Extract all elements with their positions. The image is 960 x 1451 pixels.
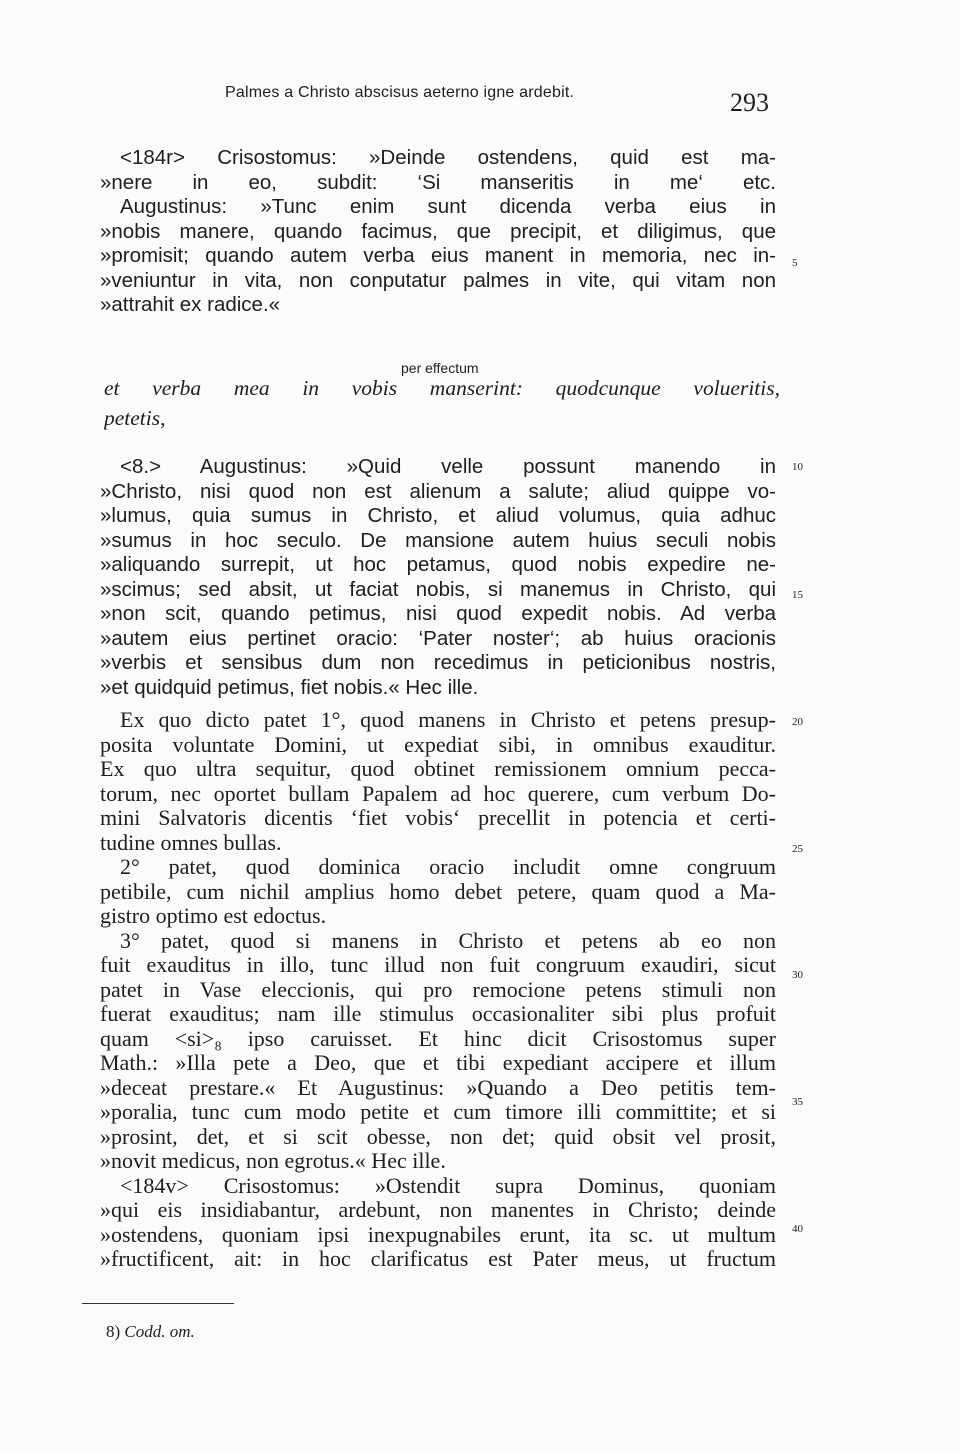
text-line: »ostendens, quoniam ipsi inexpugnabiles erunt, ita sc. ut multum xyxy=(100,1222,776,1247)
text-line: 3° patet, quod si manens in Christo et petens ab eo non xyxy=(120,928,776,953)
footnote-text: Codd. om. xyxy=(124,1322,195,1341)
text-line: Ex quo ultra sequitur, quod obtinet remissionem omnium pecca- xyxy=(100,757,776,781)
text-line: tudine omnes bullas. xyxy=(100,830,282,855)
line-number: 25 xyxy=(792,843,803,855)
verse-line: petetis, xyxy=(104,406,166,430)
text-line: »verbis et sensibus dum non recedimus in peticionibus nostris, xyxy=(100,651,776,674)
text-line: <8.> Augustinus: »Quid velle possunt manendo in xyxy=(120,455,776,478)
text-line: »lumus, quia sumus in Christo, et aliud volumus, quia adhuc xyxy=(100,504,776,527)
running-title: Palmes a Christo abscisus aeterno igne ardebit. xyxy=(225,84,575,101)
text-line: Ex quo dicto patet 1°, quod manens in Christo et petens presup- xyxy=(120,708,776,732)
paragraph-augustinus xyxy=(100,455,776,700)
footnote-rule xyxy=(82,1303,234,1304)
text-line: »novit medicus, non egrotus.« Hec ille. xyxy=(100,1149,446,1173)
text-line: »nobis manere, quando facimus, que precipit, et diligimus, que xyxy=(100,219,776,243)
page-number: 293 xyxy=(730,88,769,117)
line-number: 35 xyxy=(792,1096,803,1108)
text-line: »promisit; quando autem verba eius manent in memoria, nec in- xyxy=(100,244,776,267)
text-line: »non scit, quando petimus, nisi quod expedit nobis. Ad verba xyxy=(100,602,776,625)
verse-lemma xyxy=(104,376,780,401)
footnote xyxy=(106,1322,195,1342)
text-line: <184r> Crisostomus: »Deinde ostendens, quid est ma- xyxy=(120,146,776,169)
text-line: quam <si>₈ ipso caruisset. Et hinc dicit Crisostomus super xyxy=(100,1026,776,1051)
text-line: »scimus; sed absit, ut faciat nobis, si manemus in Christo, qui xyxy=(100,577,776,601)
text-line: »qui eis insidiabantur, ardebunt, non manentes in Christo; deinde xyxy=(100,1198,776,1222)
footnote-mark: 8) xyxy=(106,1322,121,1341)
text-line: »fructificent, ait: in hoc clarificatus est Pater meus, ut fructum xyxy=(100,1247,776,1271)
text-line: »autem eius pertinet oracio: ‘Pater noster‘; ab huius oracionis xyxy=(100,626,776,650)
text-line: Math.: »Illa pete a Deo, que et tibi expediant accipere et illum xyxy=(100,1051,776,1075)
line-number: 15 xyxy=(792,589,803,601)
text-line: »sumus in hoc seculo. De mansione autem huius seculi nobis xyxy=(100,528,776,552)
text-line: gistro optimo est edoctus. xyxy=(100,904,327,928)
text-line: Augustinus: »Tunc enim sunt dicenda verba eius in xyxy=(120,195,776,218)
text-line: »attrahit ex radice.« xyxy=(100,293,281,316)
text-line: »poralia, tunc cum modo petite et cum timore illi committite; et si xyxy=(100,1100,776,1124)
text-line: petibile, cum nichil amplius homo debet petere, quam quod a Ma- xyxy=(100,879,776,904)
paragraph-commentary xyxy=(100,708,776,1272)
text-line: patet in Vase eleccionis, qui pro remocione petens stimuli non xyxy=(100,977,776,1002)
text-line: posita voluntate Domini, ut expediat sibi, in omnibus exauditur. xyxy=(100,732,776,757)
line-number: 30 xyxy=(792,969,803,981)
paragraph-crisostomus-1 xyxy=(100,146,776,318)
line-number: 5 xyxy=(792,257,798,269)
text-line: »aliquando surrepit, ut hoc petamus, quod nobis expedire ne- xyxy=(100,553,776,576)
text-line: mini Salvatoris dicentis ‘fiet vobis‘ precellit in potencia et certi- xyxy=(100,806,776,830)
line-number: 10 xyxy=(792,461,803,473)
verse-line: et verba mea in vobis manserint: quodcunque volueritis, xyxy=(104,376,780,400)
text-line: fuerat exauditus; nam ille stimulus occasionaliter sibi plus profuit xyxy=(100,1002,776,1026)
text-line: torum, nec oportet bullam Papalem ad hoc querere, cum verbum Do- xyxy=(100,781,776,806)
text-line: »prosint, det, et si scit obesse, non det; quid obsit vel prosit, xyxy=(100,1124,776,1149)
text-line: fuit exauditus in illo, tunc illud non fuit congruum exaudiri, sicut xyxy=(100,953,776,977)
text-line: »et quidquid petimus, fiet nobis.« Hec ille. xyxy=(100,675,479,699)
line-number: 20 xyxy=(792,716,803,728)
text-line: »veniuntur in vita, non conputatur palmes in vite, qui vitam non xyxy=(100,268,776,292)
text-line: »deceat prestare.« Et Augustinus: »Quando a Deo petitis tem- xyxy=(100,1075,776,1100)
verse-annotation: per effectum xyxy=(401,360,479,376)
text-line: »nere in eo, subdit: ‘Si manseritis in me‘ etc. xyxy=(100,170,776,194)
line-number: 40 xyxy=(792,1223,803,1235)
text-line: 2° patet, quod dominica oracio includit omne congruum xyxy=(120,855,776,879)
text-line: »Christo, nisi quod non est alienum a salute; aliud quippe vo- xyxy=(100,479,776,503)
verse-lemma-cont xyxy=(104,406,780,431)
text-line: <184v> Crisostomus: »Ostendit supra Dominus, quoniam xyxy=(120,1173,776,1198)
